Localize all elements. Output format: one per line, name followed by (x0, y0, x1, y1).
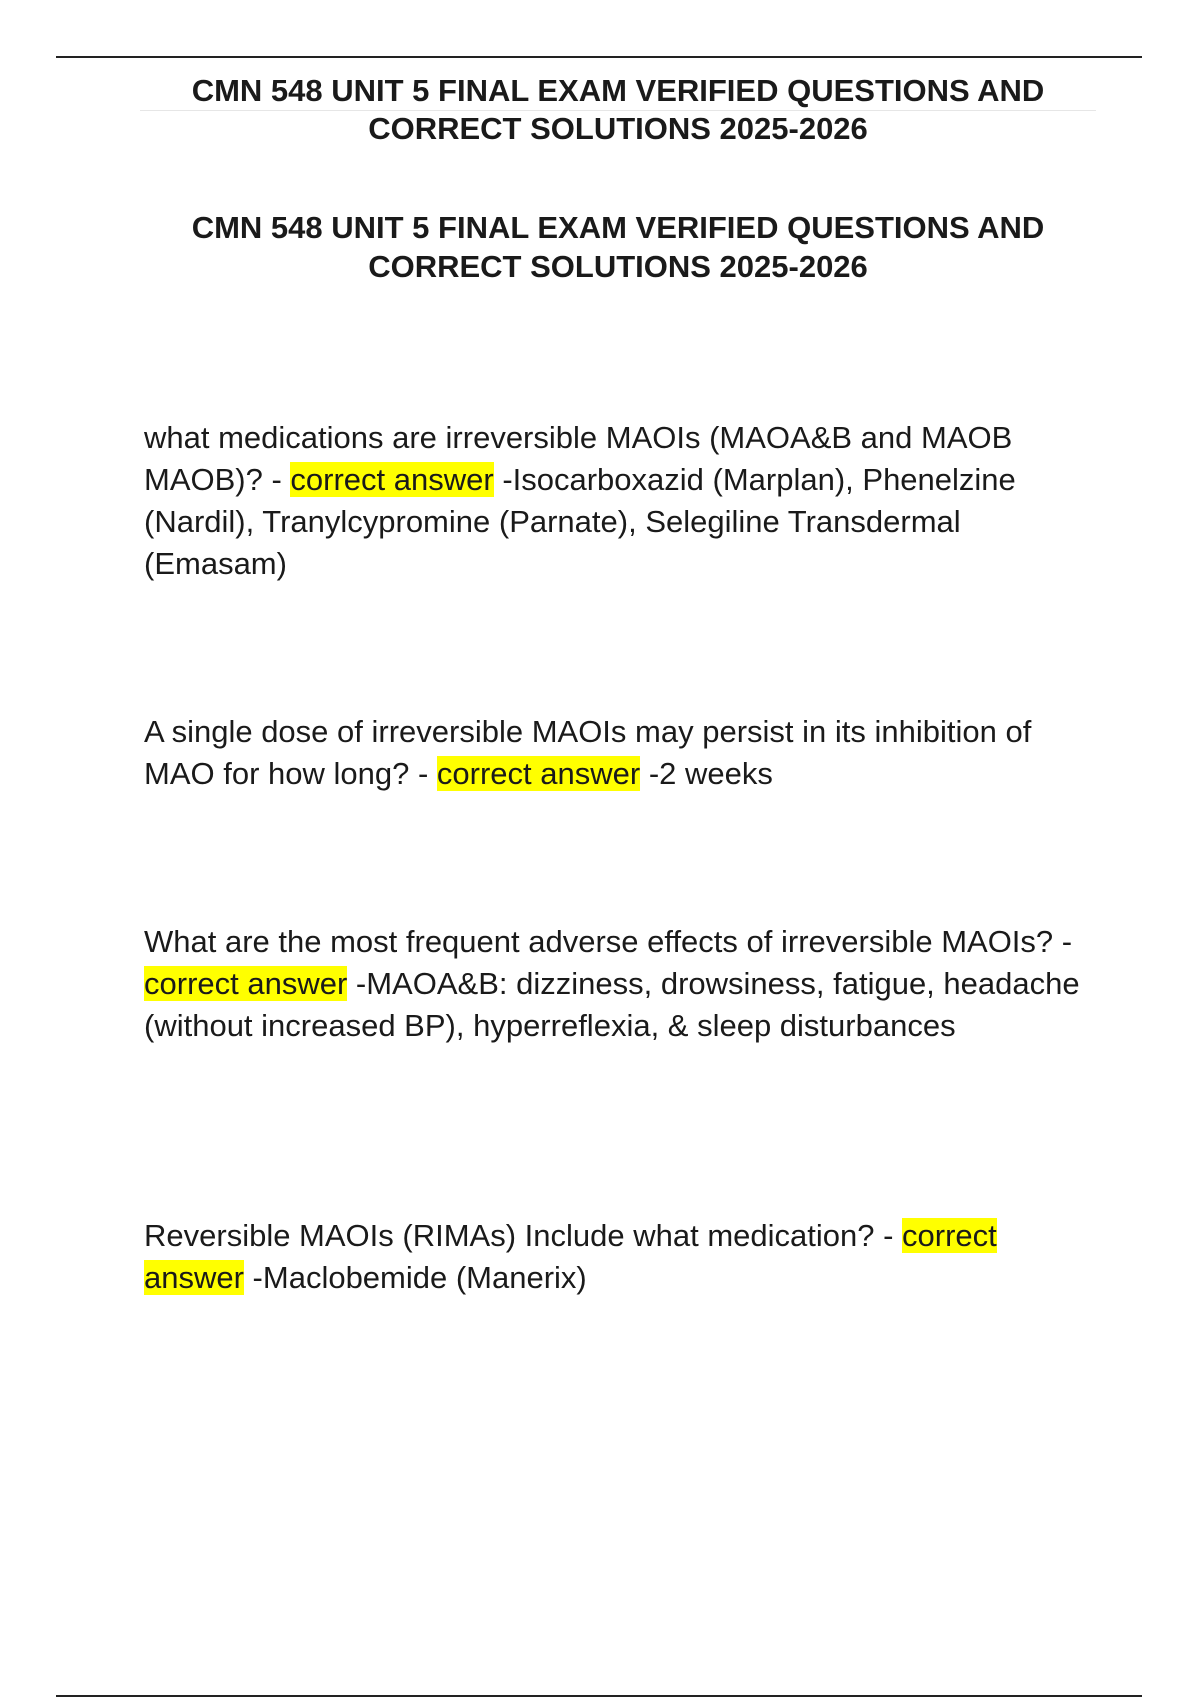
question-text: What are the most frequent adverse effects of irreversible MAOIs? - (144, 924, 1073, 959)
qa-item (144, 921, 1084, 1047)
top-rule (56, 56, 1142, 58)
question-text: A single dose of irreversible MAOIs may persist in its inhibition of MAO for how long? - (144, 714, 1032, 791)
header-underline (140, 110, 1096, 111)
answer-text: -MAOA&B: dizziness, drowsiness, fatigue, headache (without increased BP), hyperreflexia, & sleep disturbances (144, 966, 1080, 1043)
document-title: CMN 548 UNIT 5 FINAL EXAM VERIFIED QUESTIONS AND CORRECT SOLUTIONS 2025-2026 (191, 210, 1045, 284)
question-text: what medications are irreversible MAOIs (MAOA&B and MAOB MAOB)? - (144, 420, 1013, 497)
qa-item (144, 417, 1084, 585)
question-text: Reversible MAOIs (RIMAs) Include what medication? - (144, 1218, 903, 1253)
answer-marker-highlight: correct answer (290, 462, 494, 497)
bottom-rule (56, 1695, 1142, 1697)
qa-item (144, 1215, 1084, 1299)
header-title: CMN 548 UNIT 5 FINAL EXAM VERIFIED QUESTIONS AND CORRECT SOLUTIONS 2025-2026 (191, 73, 1045, 146)
qa-item (144, 711, 1084, 795)
answer-text: -2 weeks (640, 756, 773, 791)
answer-marker-highlight: correct answer (144, 1218, 997, 1295)
answer-text: -Maclobemide (Manerix) (243, 1260, 587, 1295)
answer-marker-highlight: correct answer (436, 756, 641, 791)
answer-marker-highlight: correct answer (144, 966, 348, 1001)
answer-text: -Isocarboxazid (Marplan), Phenelzine (Nardil), Tranylcypromine (Parnate), Selegiline Transdermal (Emasam) (144, 462, 1016, 581)
